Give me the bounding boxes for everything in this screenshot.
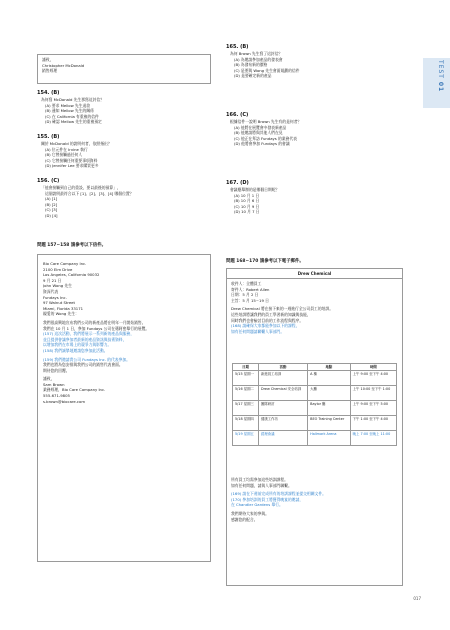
question-number: 166. (C) bbox=[226, 112, 249, 118]
question-number: 165. (B) bbox=[226, 44, 249, 50]
answer-option: (B) [2] bbox=[45, 201, 58, 207]
answer-option: (B) 為發布新的價格 bbox=[234, 62, 268, 68]
answer-option: (C) 10 月 9 日 bbox=[234, 203, 260, 209]
letter-header-line: John Wong 先生 bbox=[43, 283, 72, 289]
letter-header-line: 2100 Elm Drive bbox=[43, 266, 73, 272]
tab-test-label: TEST bbox=[437, 60, 444, 79]
answer-option: (A) [1] bbox=[45, 196, 58, 202]
answer-option: (A) 位元件在 Irvine 執行 bbox=[45, 146, 88, 152]
answer-option: (C) 是要與 Wong 先生會面規劃的信件 bbox=[234, 67, 300, 73]
question-165 bbox=[226, 44, 402, 79]
table-cell: Drew Chemical 安全培訓 bbox=[258, 386, 307, 401]
email-intro-line: 如有任何問題請聯繫人事部門。 bbox=[231, 328, 285, 334]
table-cell: 經理會議 bbox=[258, 431, 307, 446]
letter-signature-line: Sam Brown bbox=[43, 381, 65, 387]
email-box bbox=[226, 268, 403, 586]
answer-option: 這個說明最符合以下 [1]、[2]、[3]、[4] 哪個位置？ bbox=[45, 190, 134, 196]
table-cell: 下午 1:00 至下午 4:00 bbox=[350, 416, 396, 431]
table-cell: A 棟 bbox=[308, 371, 351, 386]
table-cell: 新進員工培訓 bbox=[258, 371, 307, 386]
question-stem: 為何寫 McDonald 先生那寫這封信？ bbox=[41, 97, 104, 102]
letter-body-line: 期待您的回覆。 bbox=[43, 367, 70, 373]
table-cell: 上午 9:00 至下午 4:00 bbox=[350, 371, 396, 386]
letter-body-line: 我們很高興地宣布我們公司的新產品將在明年一月開始銷售。 bbox=[43, 319, 146, 325]
table-cell: 健康工作坊 bbox=[258, 416, 307, 431]
letter-body-line: (158) 我們誠摯地邀請您參加此活動。 bbox=[43, 347, 108, 353]
email-body-line: 在 Chandler Gardens 舉行。 bbox=[231, 502, 283, 508]
table-cell: 團隊研討 bbox=[258, 401, 307, 416]
section-title-left: 問題 157~158 請參考以下信件。 bbox=[37, 243, 106, 248]
signature-line: Christopher McDonald bbox=[42, 62, 85, 68]
letter-body-line: 我們也將為您安排與我們公司的銷售代表會面。 bbox=[43, 362, 123, 368]
question-number: 154. (B) bbox=[37, 90, 60, 96]
signature-line: 謹致， bbox=[42, 57, 54, 62]
question-167 bbox=[226, 180, 402, 215]
table-cell: 5/16 星期二 bbox=[233, 386, 259, 401]
question-stem: 關於 McDonald 的說明何者，依照指出？ bbox=[41, 141, 112, 146]
letter-header-line: Los Angeles, California 90032 bbox=[43, 272, 100, 278]
answer-option: (A) 要求 Mellow 先生退款 bbox=[45, 102, 91, 108]
email-title: Drew Chemical bbox=[227, 269, 402, 279]
letter-signature-line: 業務經理，Bio Care Company Inc. bbox=[43, 387, 106, 393]
table-row bbox=[233, 416, 397, 431]
question-stem: 為何 Brown 先生寫了這封信？ bbox=[230, 51, 283, 56]
answer-option: (A) 為邀請參加產品的發表會 bbox=[234, 56, 283, 62]
answer-option: (D) 他將會參加 Fundays 的會議 bbox=[234, 141, 290, 147]
question-154 bbox=[37, 90, 209, 125]
question-stem: 會議應舉辦的是哪個日期呢？ bbox=[230, 187, 280, 192]
answer-option: (C) [3] bbox=[45, 207, 58, 213]
letter-body-line: 並且提供會議參加者最新的產品資訊與技術資料， bbox=[43, 336, 127, 342]
answer-option: (B) 通知 Mellow 先生的關係 bbox=[45, 108, 94, 114]
email-header-line: 主旨：5 月 15~19 日 bbox=[231, 297, 269, 303]
answer-option: (A) 10 月 1 日 bbox=[234, 192, 260, 198]
letter-box bbox=[37, 254, 211, 562]
letter-header-line: Fundays Inc. bbox=[43, 294, 67, 300]
answer-option: (D) [4] bbox=[45, 212, 58, 218]
table-cell: 上午 9:00 至下午 5:00 bbox=[350, 401, 396, 416]
letter-body-line: 以增加我們在市場上的競爭力與影響力。 bbox=[43, 342, 112, 348]
email-intro-line: 同時我們也會檢討目前的工作流程與程序。 bbox=[231, 317, 304, 323]
answer-option: (D) Jennifer Lee 要求購買更多 bbox=[45, 163, 99, 169]
question-number: 155. (B) bbox=[37, 134, 60, 140]
table-header-cell: 時間 bbox=[350, 364, 396, 371]
answer-option: (B) 它曾接觸過任何人 bbox=[45, 152, 83, 158]
email-header-line: 收件人：全體員工 bbox=[231, 281, 262, 286]
letter-header-line: 97 Walnut Street bbox=[43, 300, 75, 306]
table-cell: 5/19 星期五 bbox=[233, 431, 259, 446]
answer-option: (D) 10 月 7 日 bbox=[234, 209, 260, 215]
table-cell: BEO Training Center bbox=[308, 416, 351, 431]
answer-option: (D) 是要確定新的產品 bbox=[234, 73, 272, 79]
letter-signature-line: s.brown@biocare.com bbox=[43, 398, 86, 404]
table-cell: Baylor 廳 bbox=[308, 401, 351, 416]
answer-option: (C) 他正在拜訪 Fundays 的業務代表 bbox=[234, 135, 297, 141]
email-body-line: (169) 請在下週前完成所有的培訓課程並提交相關文件。 bbox=[231, 491, 326, 497]
question-stem: 「他會接觸到自己的重設，要以最後的預算」， bbox=[41, 185, 121, 190]
page-number: 017 bbox=[413, 596, 421, 601]
side-tab-label bbox=[437, 60, 444, 92]
email-closing-line: 我們期待大家的參與。 bbox=[231, 510, 269, 516]
tab-number: 01 bbox=[437, 81, 444, 93]
question-number: 156. (C) bbox=[37, 178, 60, 184]
question-number: 167. (D) bbox=[226, 180, 249, 186]
table-cell: 5/15 星期一 bbox=[233, 371, 259, 386]
letter-header-line: Miami, Florida 33171 bbox=[43, 305, 84, 311]
table-cell: 5/17 星期三 bbox=[233, 401, 259, 416]
question-stem: 根據信件一說明 Brown 先生有的是何者？ bbox=[230, 119, 302, 124]
signature-line: 銷售經理 bbox=[42, 68, 58, 74]
table-cell: 大廳 bbox=[308, 386, 351, 401]
signature-box bbox=[37, 54, 211, 84]
schedule-table-wrap bbox=[232, 363, 397, 446]
letter-body-line: (157) 這次活動，我們將展示一系列新的產品與服務， bbox=[43, 331, 135, 337]
table-header-row bbox=[233, 364, 397, 371]
schedule-table bbox=[232, 363, 397, 446]
table-row bbox=[233, 431, 397, 446]
email-body-line: 所有員工均需參加這些培訓課程。 bbox=[231, 477, 288, 482]
table-row bbox=[233, 386, 397, 401]
table-header-cell: 地點 bbox=[308, 364, 351, 371]
table-cell: 5/18 星期四 bbox=[233, 416, 259, 431]
table-cell: 上午 10:00 至下午 1:00 bbox=[350, 386, 396, 401]
answer-option: (B) 10 月 6 日 bbox=[234, 198, 260, 204]
letter-header-line: 9 月 21 日 bbox=[43, 277, 62, 283]
letter-header-line: 資深代表 bbox=[43, 288, 59, 294]
email-body-line: 如有任何問題，請與人事部門聯繫。 bbox=[231, 482, 292, 488]
question-166 bbox=[226, 112, 402, 147]
email-header-line: 日期：5 月 2 日 bbox=[231, 292, 259, 298]
letter-signature-line: 555-671-9805 bbox=[43, 393, 70, 399]
section-title-right: 問題 168~170 請參考以下電子郵件。 bbox=[226, 259, 304, 264]
email-header-line: 寄件人：Robert Allen bbox=[231, 286, 270, 292]
table-cell: 晚上 7:00 至晚上 11:00 bbox=[350, 431, 396, 446]
letter-signature-line: 謹致， bbox=[43, 376, 55, 382]
question-156 bbox=[37, 178, 209, 219]
question-155 bbox=[37, 134, 209, 169]
table-cell: Hallmark Arena bbox=[308, 431, 351, 446]
table-row bbox=[233, 371, 397, 386]
email-closing-line: 感謝您的配合。 bbox=[231, 516, 258, 522]
answer-option: (B) 他邀請將與其他人們在見 bbox=[234, 130, 283, 136]
table-row bbox=[233, 401, 397, 416]
answer-option: (D) 確認 Mellow 先生的重複預定 bbox=[45, 119, 102, 125]
answer-option: (C) 它曾接觸任何重要事項資料 bbox=[45, 157, 98, 163]
email-intro-line: 這些培訓將讓我們的員工學習新的知識與技能， bbox=[231, 311, 311, 317]
letter-body-line: 我們在 10 月 1 日，參加 Fundays 公司在邁阿密舉行的展覽。 bbox=[43, 325, 150, 331]
table-header-cell: 日期 bbox=[233, 364, 259, 371]
email-body-line: (170) 參加培訓的員工將獲得晚宴的邀請， bbox=[231, 496, 304, 502]
table-header-cell: 活動 bbox=[258, 364, 307, 371]
letter-header-line: Bio Care Company Inc. bbox=[43, 261, 87, 266]
email-intro-line: Drew Chemical 將在接下來的一週進行全公司員工的培訓。 bbox=[231, 306, 334, 312]
answer-option: (C) 在 California 有重複的信件 bbox=[45, 113, 99, 119]
email-intro-line: (168) 請確保大家都能參加以下的課程， bbox=[231, 323, 300, 329]
letter-body-line: (159) 我們邀請貴公司 Fundays Inc. 的代表參加。 bbox=[43, 356, 130, 362]
answer-option: (A) 他將在展覽會中發表新產品 bbox=[234, 124, 287, 130]
letter-header-line: 親愛的 Wong 先生： bbox=[43, 311, 79, 317]
